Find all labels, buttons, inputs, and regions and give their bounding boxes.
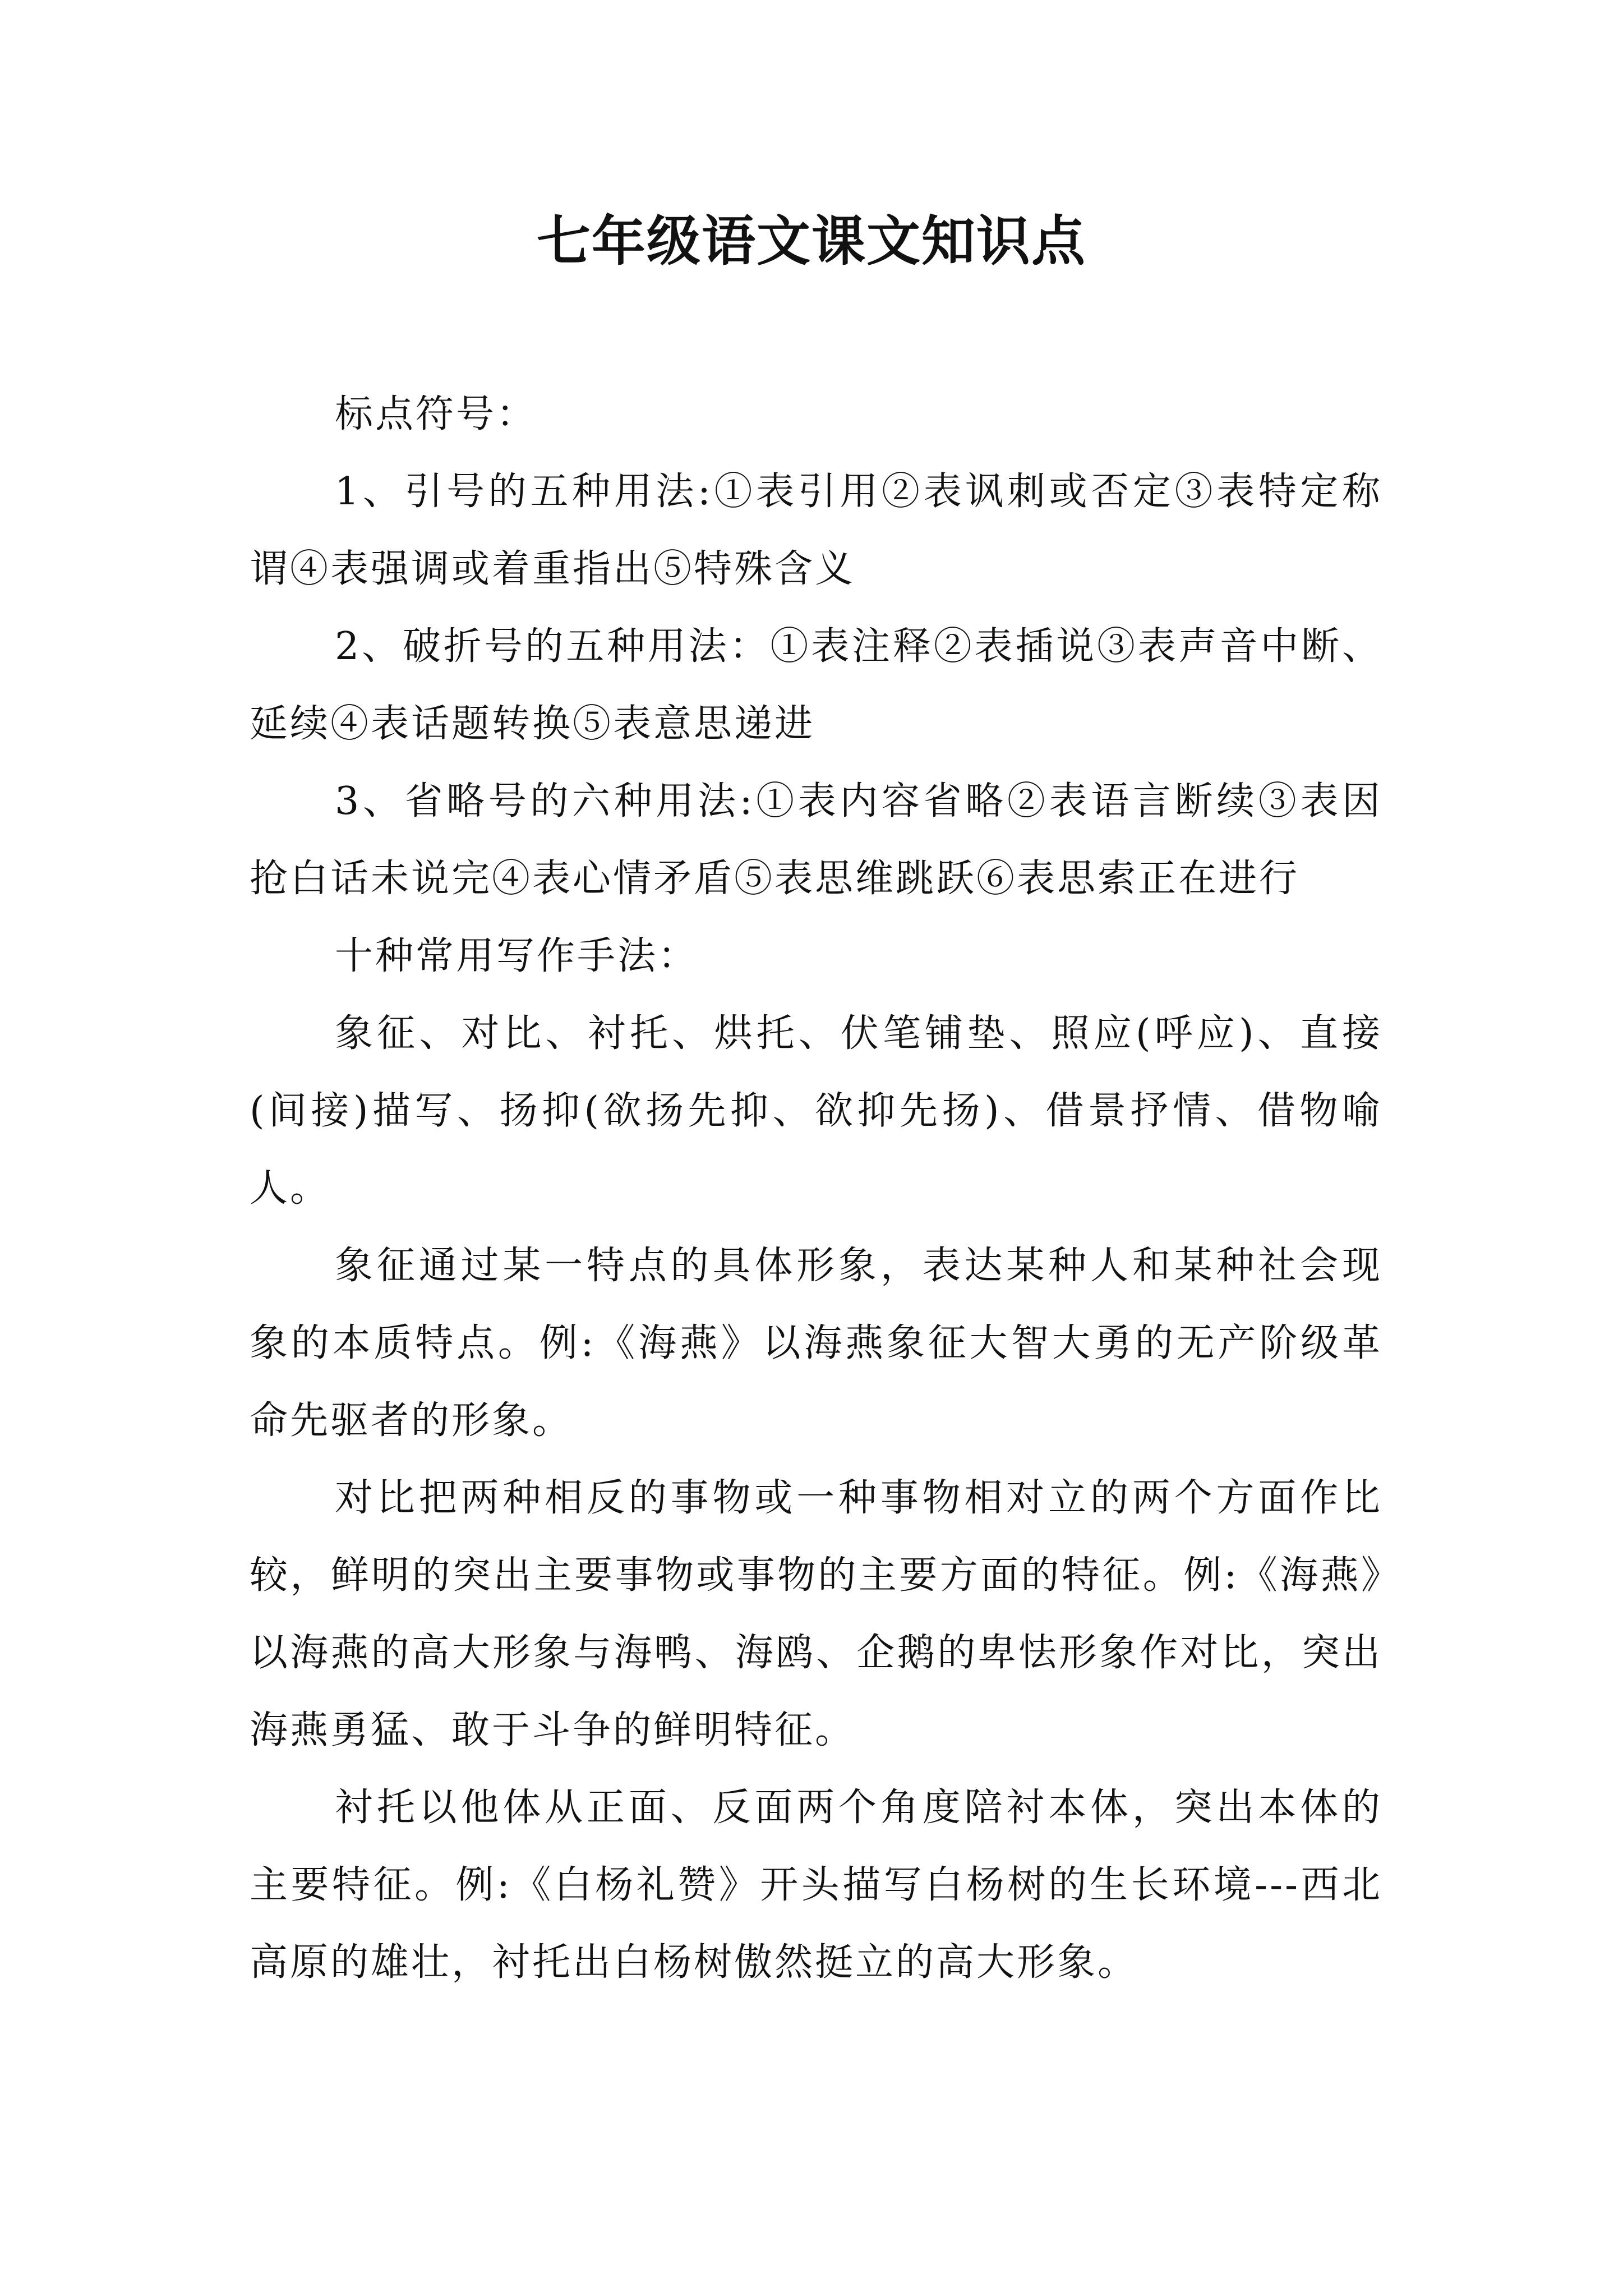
page-title: 七年级语文课文知识点 bbox=[537, 209, 1086, 273]
paragraph-technique-list: 象征、对比、衬托、烘托、伏笔铺垫、照应(呼应)、直接(间接)描写、扬抑(欲扬先抑、欲抑先扬)、借景抒情、借物喻人。 bbox=[250, 1011, 1382, 1211]
section-heading-writing-techniques: 十种常用写作手法： bbox=[335, 934, 699, 978]
paragraph-dash: 2、破折号的五种用法：①表注释②表插说③表声音中断、延续④表话题转换⑤表意思递进 bbox=[250, 624, 1382, 746]
paragraph-symbolism: 象征通过某一特点的具体形象，表达某种人和某种社会现象的本质特点。例:《海燕》以海燕象征大智大勇的无产阶级革命先驱者的形象。 bbox=[250, 1244, 1382, 1443]
paragraph-ellipsis: 3、省略号的六种用法:①表内容省略②表语言断续③表因抢白话未说完④表心情矛盾⑤表思维跳跃⑥表思索正在进行 bbox=[250, 779, 1382, 901]
document-body bbox=[250, 376, 1382, 2001]
paragraph-foil: 衬托以他体从正面、反面两个角度陪衬本体，突出本体的主要特征。例:《白杨礼赞》开头描写白杨树的生长环境---西北高原的雄壮，衬托出白杨树傲然挺立的高大形象。 bbox=[250, 1786, 1382, 1985]
paragraph-contrast: 对比把两种相反的事物或一种事物相对立的两个方面作比较，鲜明的突出主要事物或事物的主要方面的特征。例:《海燕》以海燕的高大形象与海鸭、海鸥、企鹅的卑怯形象作对比，突出海燕勇猛、敢于斗争的鲜明特征。 bbox=[250, 1476, 1382, 1752]
paragraph-quotation-marks: 1、引号的五种用法:①表引用②表讽刺或否定③表特定称谓④表强调或着重指出⑤特殊含义 bbox=[250, 470, 1382, 591]
section-heading-punctuation: 标点符号： bbox=[335, 392, 537, 436]
